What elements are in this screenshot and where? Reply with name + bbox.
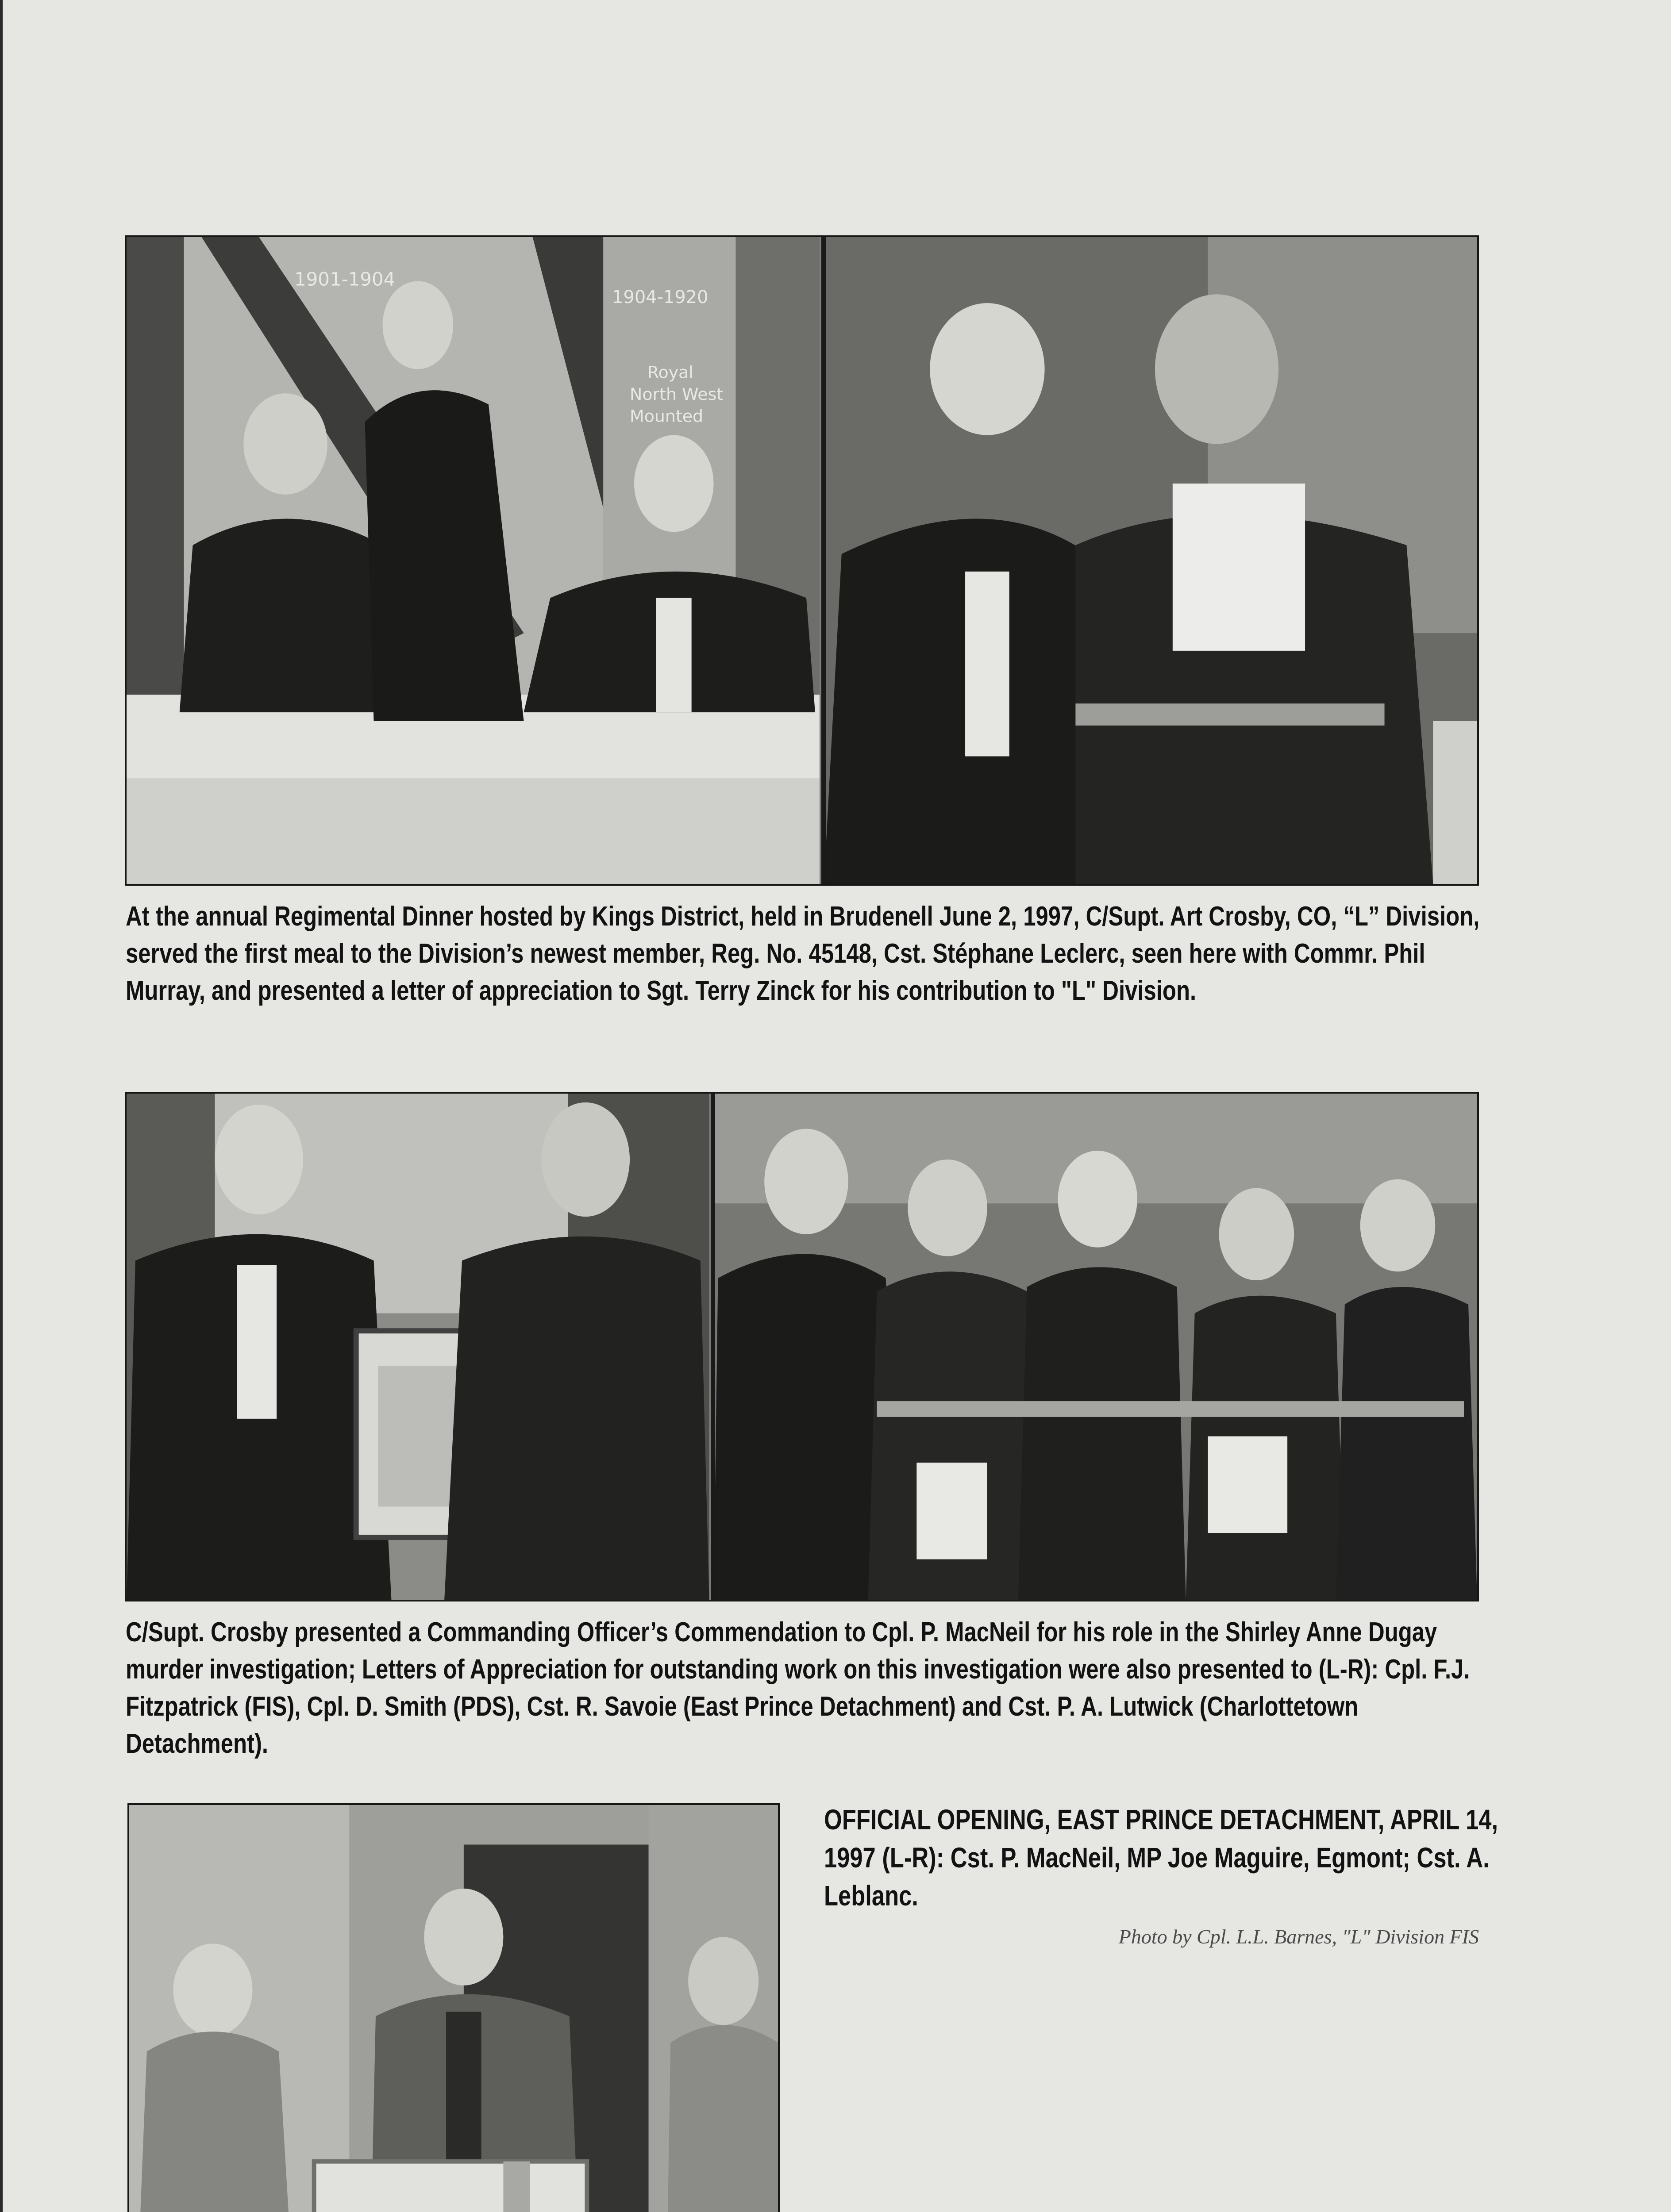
photo-official-opening — [127, 1803, 780, 2212]
caption-commendation: C/Supt. Crosby presented a Commanding Officer’s Commendation to Cpl. P. MacNeil for his role in the Shirley Anne Dugay murder investigation; Letters of Appreciation for outstanding work on this investigation were also presented to (L-R): Cpl. F.J. Fitzpatrick (FIS), Cpl. D. Smith (PDS), Cst. R. Savoie (East Prince Detachment) and Cst. P. A. Lutwick (Charlottetown Detachment). — [126, 1617, 1470, 1759]
photo-divider — [821, 237, 826, 884]
banner-right-line2: North West — [630, 384, 724, 404]
page-edge — [0, 0, 3, 2212]
photo-divider — [711, 1094, 715, 1600]
photo-commendation — [125, 1092, 1479, 1601]
caption-regimental-dinner: At the annual Regimental Dinner hosted by Kings District, held in Brudenell June 2, 1997, C/Supt. Art Crosby, CO, “L” Division, served the first meal to the Division’s newest member, Reg. No. 45148, Cst. Stéphane Leclerc, seen here with Commr. Phil Murray, and presented a letter of appreciation to Sgt. Terry Zinck for his contribution to "L" Division. — [126, 901, 1480, 1006]
opening-photo-image — [129, 1805, 778, 2212]
banner-right-line1: Royal — [647, 362, 693, 382]
photo-credit: Photo by Cpl. L.L. Barnes, "L" Division FIS — [1118, 1925, 1479, 1948]
commendation-photo-image — [127, 1094, 1477, 1600]
banner-right-date: 1904-1920 — [612, 287, 708, 308]
caption-official-opening: OFFICIAL OPENING, EAST PRINCE DETACHMENT, APRIL 14, 1997 (L-R): Cst. P. MacNeil, MP Joe Maguire, Egmont; Cst. A. Leblanc. — [824, 1804, 1498, 1912]
dinner-photo-left-image — [127, 237, 1477, 884]
banner-left-text: 1901-1904 — [294, 268, 396, 290]
photo-regimental-dinner — [125, 235, 1479, 886]
banner-right-line3: Mounted — [630, 406, 704, 426]
